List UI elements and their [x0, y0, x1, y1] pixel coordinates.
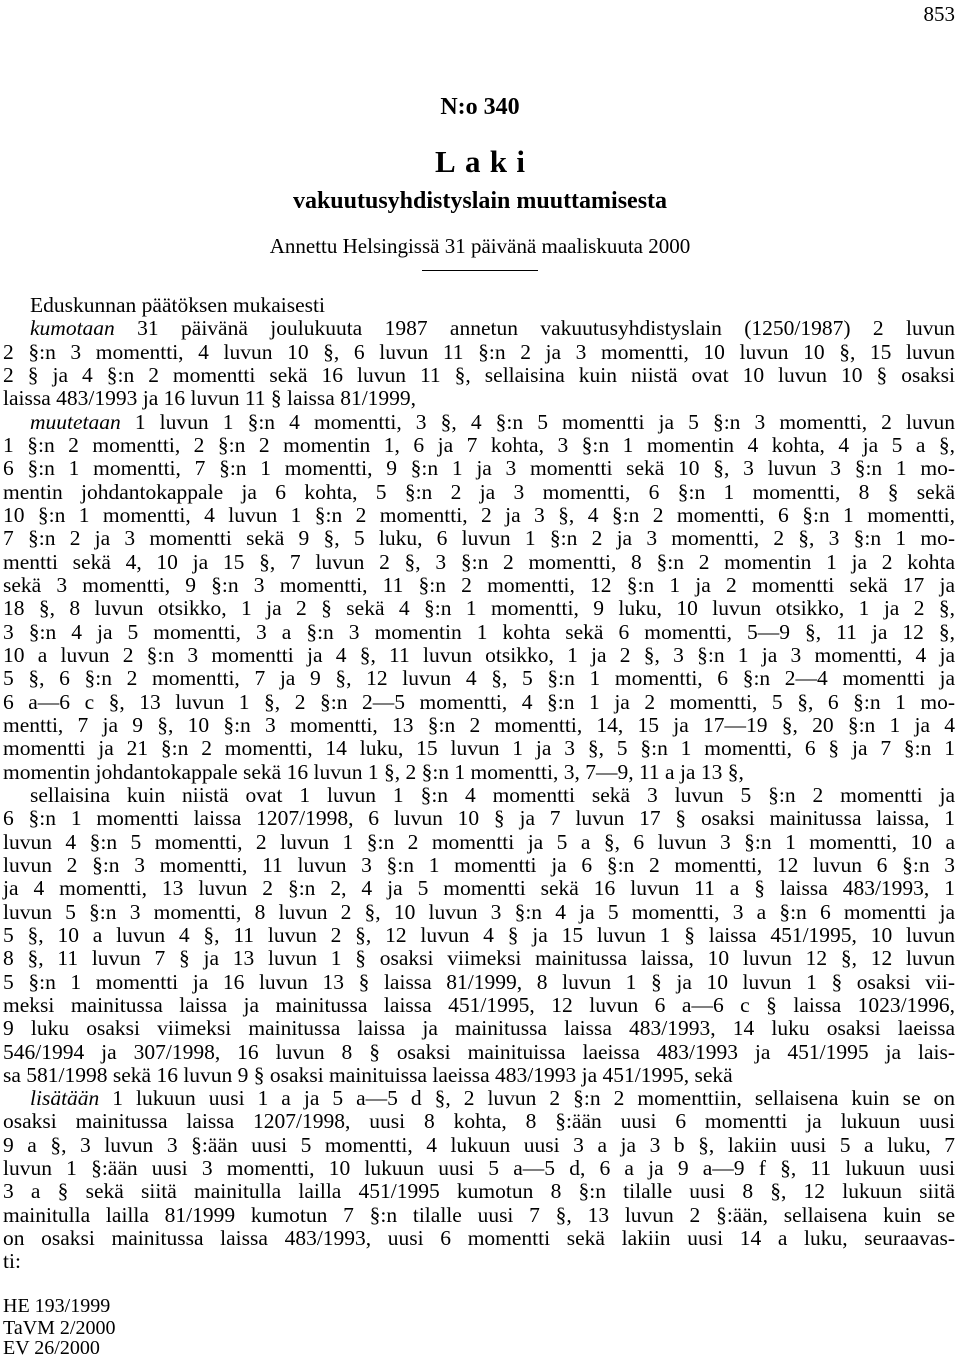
line-text: 5 §:n 1 momentti ja 16 luvun 13 § laissa 81/1999, 8 luvun 1 § ja 10 luvun 1 § osaksi vii- [3, 969, 955, 994]
text-line [3, 1250, 955, 1273]
text-line [3, 714, 955, 737]
text-line [3, 1110, 955, 1133]
text-line [3, 1134, 955, 1157]
text-line [3, 574, 955, 597]
text-line [3, 411, 955, 434]
line-text: osaksi mainitussa laissa 1207/1998, uusi 8 kohta, 8 §:ään uusi 6 momentti ja lukuun uusi [3, 1109, 955, 1134]
line-text: 3 a § sekä siitä mainitulla lailla 451/1995 kumotun 8 §:n tilalle uusi 8 §, 12 lukuun siitä [3, 1179, 955, 1204]
line-text: mainitulla lailla 81/1999 kumotun 7 §:n tilalle uusi 7 §, 13 luvun 2 §:ään, sellaisena kuin se [3, 1202, 955, 1227]
line-text: 8 §, 11 luvun 7 § ja 13 luvun 1 § osaksi viimeksi mainitussa laissa, 10 luvun 12 §, 12 luvun [3, 946, 955, 971]
text-line [3, 527, 955, 550]
line-text: luvun 2 §:n 3 momentti, 11 luvun 3 §:n 1 momentti ja 6 §:n 2 momentti, 12 luvun 6 §:n 3 [3, 852, 955, 877]
repeal-paragraph [3, 317, 955, 410]
text-line [3, 504, 955, 527]
line-text: 10 a luvun 2 §:n 3 momentti ja 4 §, 11 luvun otsikko, 1 ja 2 §, 3 §:n 1 ja 3 momentti, 4 ja [3, 642, 955, 667]
text-line [3, 1041, 955, 1064]
enacting-clause: Eduskunnan päätöksen mukaisesti [30, 293, 325, 317]
amend-paragraph [3, 411, 955, 784]
text-line [3, 434, 955, 457]
line-text: 9 a §, 3 luvun 3 §:ään uusi 5 momentti, 4 lukuun uusi 3 a ja 3 b §, lakiin uusi 5 a luku, 7 [3, 1132, 955, 1157]
text-line [3, 317, 955, 340]
text-line [3, 1204, 955, 1227]
line-text: 9 luku osaksi viimeksi mainitussa laissa ja mainitussa laissa 483/1993, 14 luku osaksi laeissa [3, 1016, 955, 1041]
text-line [3, 924, 955, 947]
page-number: 853 [923, 2, 955, 26]
line-text: 2 §:n 3 momentti, 4 luvun 10 §, 6 luvun 11 §:n 2 ja 3 momentti, 10 luvun 10 §, 15 luvun [3, 339, 955, 364]
line-text: luvun 5 §:n 3 momentti, 8 luvun 2 §, 10 luvun 3 §:n 4 ja 5 momentti, 3 a §:n 6 momentti ja [3, 899, 955, 924]
paragraph-verb: lisätään [30, 1086, 100, 1111]
line-text: ja 4 momentti, 13 luvun 2 §:n 2, 4 ja 5 momentti sekä 16 luvun 11 a § laissa 483/1993, 1 [3, 876, 955, 901]
text-line [3, 644, 955, 667]
line-text: luvun 1 §:ään uusi 3 momentti, 10 lukuun uusi 5 a—5 d, 6 a ja 9 a—9 f §, 11 lukuun uusi [3, 1156, 955, 1181]
text-line [3, 481, 955, 504]
line-text: 31 päivänä joulukuuta 1987 annetun vakuutusyhdistyslain (1250/1987) 2 luvun [137, 316, 956, 341]
line-text: 1 §:n 2 momentti, 2 §:n 2 momentin 1, 6 ja 7 kohta, 3 §:n 1 momentin 4 kohta, 4 ja 5 a §, [3, 432, 955, 457]
line-text: mentin johdantokappale ja 6 kohta, 5 §:n 2 ja 3 momentti, 6 §:n 1 momentti, 8 § sekä [3, 479, 955, 504]
line-text: momentti ja 21 §:n 2 momentti, 14 luku, 15 luvun 1 ja 3 §, 5 §:n 1 momentti, 6 § ja 7 §:n 1 [3, 736, 955, 761]
line-text: 3 §:n 4 ja 5 momentti, 3 a §:n 3 momentin 1 kohta sekä 6 momentti, 5—9 §, 11 ja 12 §, [3, 619, 955, 644]
text-line [3, 994, 955, 1017]
text-line [3, 1017, 955, 1040]
text-line [3, 364, 955, 387]
header-divider [422, 270, 538, 271]
text-line [3, 387, 955, 410]
line-text: ti: [3, 1249, 21, 1274]
line-text: 7 §:n 2 ja 3 momentti sekä 9 §, 5 luku, 6 luvun 1 §:n 2 ja 3 momentti, 2 §, 3 §:n 1 mo- [3, 526, 955, 551]
line-text: 5 §, 10 a luvun 4 §, 11 luvun 2 §, 12 luvun 4 § ja 15 luvun 1 § laissa 451/1995, 10 luvun [3, 922, 955, 947]
act-title: vakuutusyhdistyslain muuttamisesta [292, 188, 668, 214]
line-text: sekä 3 momentti, 9 §:n 3 momentti, 11 §:n 2 momentti, 12 §:n 1 ja 2 momentti sekä 17 ja [3, 572, 955, 597]
line-text: 1 lukuun uusi 1 a ja 5 a—5 d §, 2 luvun 2 §:n 2 momenttiin, sellaisena kuin se on [112, 1086, 956, 1111]
line-text: 10 §:n 1 momentti, 4 luvun 1 §:n 2 momentti, 2 ja 3 §, 4 §:n 2 momentti, 6 §:n 1 momentti, [3, 502, 955, 527]
line-text: 546/1994 ja 307/1998, 16 luvun 8 § osaksi mainituissa laeissa 483/1993 ja 451/1995 ja lais- [3, 1039, 955, 1064]
text-line [3, 457, 955, 480]
paragraph-verb: kumotaan [30, 316, 115, 341]
text-line [3, 831, 955, 854]
text-line [3, 1087, 955, 1110]
text-line [3, 1064, 955, 1087]
text-line [3, 341, 955, 364]
text-line [3, 597, 955, 620]
line-text: momentin johdantokappale sekä 16 luvun 1 §, 2 §:n 1 momentti, 3, 7—9, 11 a ja 13 §, [3, 759, 744, 784]
text-line [3, 1180, 955, 1203]
act-type-heading: Laki [435, 144, 535, 179]
line-text: luvun 4 §:n 5 momentti, 2 luvun 1 §:n 2 momentti ja 5 a §, 6 luvun 3 §:n 1 momentti, 10 a [3, 829, 955, 854]
line-text: sa 581/1998 sekä 16 luvun 9 § osaksi mainituissa laeissa 483/1993 ja 451/1995, sekä [3, 1062, 733, 1087]
text-line [3, 1157, 955, 1180]
line-text: 5 §, 6 §:n 2 momentti, 7 ja 9 §, 12 luvun 4 §, 5 §:n 1 momentti, 6 §:n 2—4 momentti ja [3, 666, 955, 691]
line-text: on osaksi mainitussa laissa 483/1993, uusi 6 momentti sekä lakiin uusi 14 a luku, seuraavas- [3, 1226, 955, 1251]
act-number: N:o 340 [440, 94, 520, 120]
text-line [3, 947, 955, 970]
line-text: meksi mainitussa laissa ja mainitussa laissa 451/1995, 12 luvun 6 a—6 c § laissa 1023/1996, [3, 992, 955, 1017]
text-line [3, 901, 955, 924]
line-text: 6 a—6 c §, 13 luvun 1 §, 2 §:n 2—5 momentti, 4 §:n 1 ja 2 momentti, 5 §, 6 §:n 1 mo- [3, 689, 955, 714]
text-line [3, 551, 955, 574]
paragraph-verb: muutetaan [30, 409, 121, 434]
line-text: mentti sekä 4, 10 ja 15 §, 7 luvun 2 §, 3 §:n 2 momentti, 8 §:n 2 momentin 1 ja 2 kohta [3, 549, 955, 574]
text-line [3, 667, 955, 690]
text-line [3, 784, 955, 807]
reference-committee-report: TaVM 2/2000 [3, 1317, 116, 1339]
line-text: 2 § ja 4 §:n 2 momentti sekä 16 luvun 11 §, sellaisina kuin niistä ovat 10 luvun 10 § osaksi [3, 362, 955, 387]
add-paragraph [3, 1087, 955, 1274]
line-text: 18 §, 8 luvun otsikko, 1 ja 2 § sekä 4 §:n 1 momentti, 9 luku, 10 luvun otsikko, 1 ja 2 §, [3, 596, 955, 621]
text-line [3, 877, 955, 900]
act-body [3, 294, 955, 1274]
line-text: laissa 483/1993 ja 16 luvun 11 § laissa 81/1999, [3, 386, 417, 411]
line-text: mentti, 7 ja 9 §, 10 §:n 3 momentti, 13 §:n 2 momentti, 14, 15 ja 17—19 §, 20 §:n 1 ja 4 [3, 712, 955, 737]
line-text: 1 luvun 1 §:n 4 momentti, 3 §, 4 §:n 5 momentti ja 5 §:n 3 momentti, 2 luvun [134, 409, 955, 434]
text-line [3, 621, 955, 644]
reference-parliament-reply: EV 26/2000 [3, 1337, 100, 1358]
text-line [3, 971, 955, 994]
text-line [3, 807, 955, 830]
text-line [3, 761, 955, 784]
issued-date-line: Annettu Helsingissä 31 päivänä maaliskuuta 2000 [269, 234, 691, 258]
reference-government-proposal: HE 193/1999 [3, 1295, 111, 1317]
text-line [3, 737, 955, 760]
text-line [3, 854, 955, 877]
text-line [3, 691, 955, 714]
line-text: sellaisina kuin niistä ovat 1 luvun 1 §:n 4 momentti sekä 3 luvun 5 §:n 2 momentti ja [30, 782, 955, 807]
amend-scope-paragraph [3, 784, 955, 1087]
line-text: 6 §:n 1 momentti laissa 1207/1998, 6 luvun 10 § ja 7 luvun 17 § osaksi mainitussa laissa, 1 [3, 806, 955, 831]
line-text: 6 §:n 1 momentti, 7 §:n 1 momentti, 9 §:n 1 ja 3 momentti sekä 10 §, 3 luvun 3 §:n 1 mo- [3, 456, 955, 481]
text-line [3, 1227, 955, 1250]
